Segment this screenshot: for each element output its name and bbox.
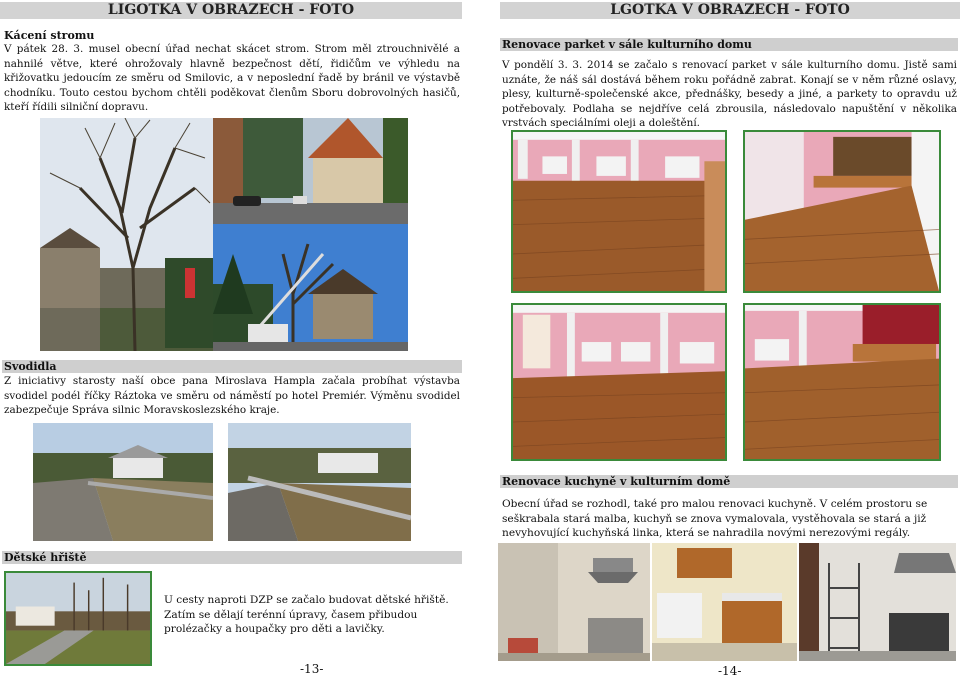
kitchen-photo-3 xyxy=(799,543,956,661)
page-number-right: -14- xyxy=(718,664,742,678)
parquet-photo-4 xyxy=(743,303,941,461)
kitchen-title: Renovace kuchyně v kulturním domě xyxy=(500,475,958,488)
right-page-header: LGOTKA V OBRAZECH - FOTO xyxy=(500,2,960,19)
playground-line-3: prolézačky a houpačky pro děti a lavičky. xyxy=(164,623,385,636)
playground-photo xyxy=(4,571,152,666)
playground-text xyxy=(164,593,460,637)
parquet-photo-2 xyxy=(743,130,941,293)
left-page-header: LIGOTKA V OBRAZECH - FOTO xyxy=(0,2,462,19)
parquet-text: V pondělí 3. 3. 2014 se začalo s renovací parket v sále kulturního domu. Jistě sami uznáte, že náš sál dostává během roku pořádně zabrat. Konají se v něm různé oslavy, plesy, kulturně-společenské akce, přednášky, besedy a jiné, a parkety to opravdu už potřebovaly. Podlaha se nejdříve celá zbrousila, následovalo napuštění v několika vrstvách speciálními oleji a doleštění. xyxy=(502,59,957,129)
felling-text: V pátek 28. 3. musel obecní úřad nechat skácet strom. Strom měl ztrouchnivělé a nahnilé větve, které ohrožovaly hlavně bezpečnost dětí, řidičům ve výhledu na křižovatku jedoucím ze směru od Smilovic, a v neposlední řadě by bránil ve výstavbě chodníku. Touto cestou bychom chtěli poděkovat členům Sboru dobrovolných hasičů, kteří řídili silniční dopravu. xyxy=(4,43,460,113)
playground-title: Dětské hřiště xyxy=(2,551,462,564)
drain-text: Z iniciativy starosty naší obce pana Miroslava Hampla začala probíhat výstavba svodidel podél říčky Ráztoka ve směru od náměstí po hotel Premiér. Výměnu svodidel zabezpečuje Správa silnic Moravskoslezského kraje. xyxy=(4,375,460,416)
kitchen-photo-1 xyxy=(498,543,650,661)
playground-line-2: Zatím se dělají terénní úpravy, časem přibudou xyxy=(164,608,418,621)
street-photo xyxy=(213,118,408,224)
barrier-photo-1 xyxy=(33,423,213,541)
parquet-photo-3 xyxy=(511,303,727,461)
page-number-left: -13- xyxy=(300,662,324,676)
drain-title: Svodidla xyxy=(2,360,462,373)
parquet-photo-1 xyxy=(511,130,727,293)
barrier-photo-2 xyxy=(228,423,411,541)
felling-title: Kácení stromu xyxy=(4,29,95,42)
parquet-title: Renovace parket v sále kulturního domu xyxy=(500,38,958,51)
kitchen-text: Obecní úřad se rozhodl, také pro malou renovaci kuchyně. V celém prostoru se seškrabala stará malba, kuchyň se znova vymalovala, vystěhovala se stará a již nevyhovující kuchyňská linka, která se nahradila novými nerezovými regály. xyxy=(502,498,928,540)
kitchen-photo-2 xyxy=(652,543,797,661)
crane-photo xyxy=(213,224,408,351)
playground-line-1: U cesty naproti DZP se začalo budovat dětské hřiště. xyxy=(164,594,449,606)
tree-photo xyxy=(40,118,213,351)
